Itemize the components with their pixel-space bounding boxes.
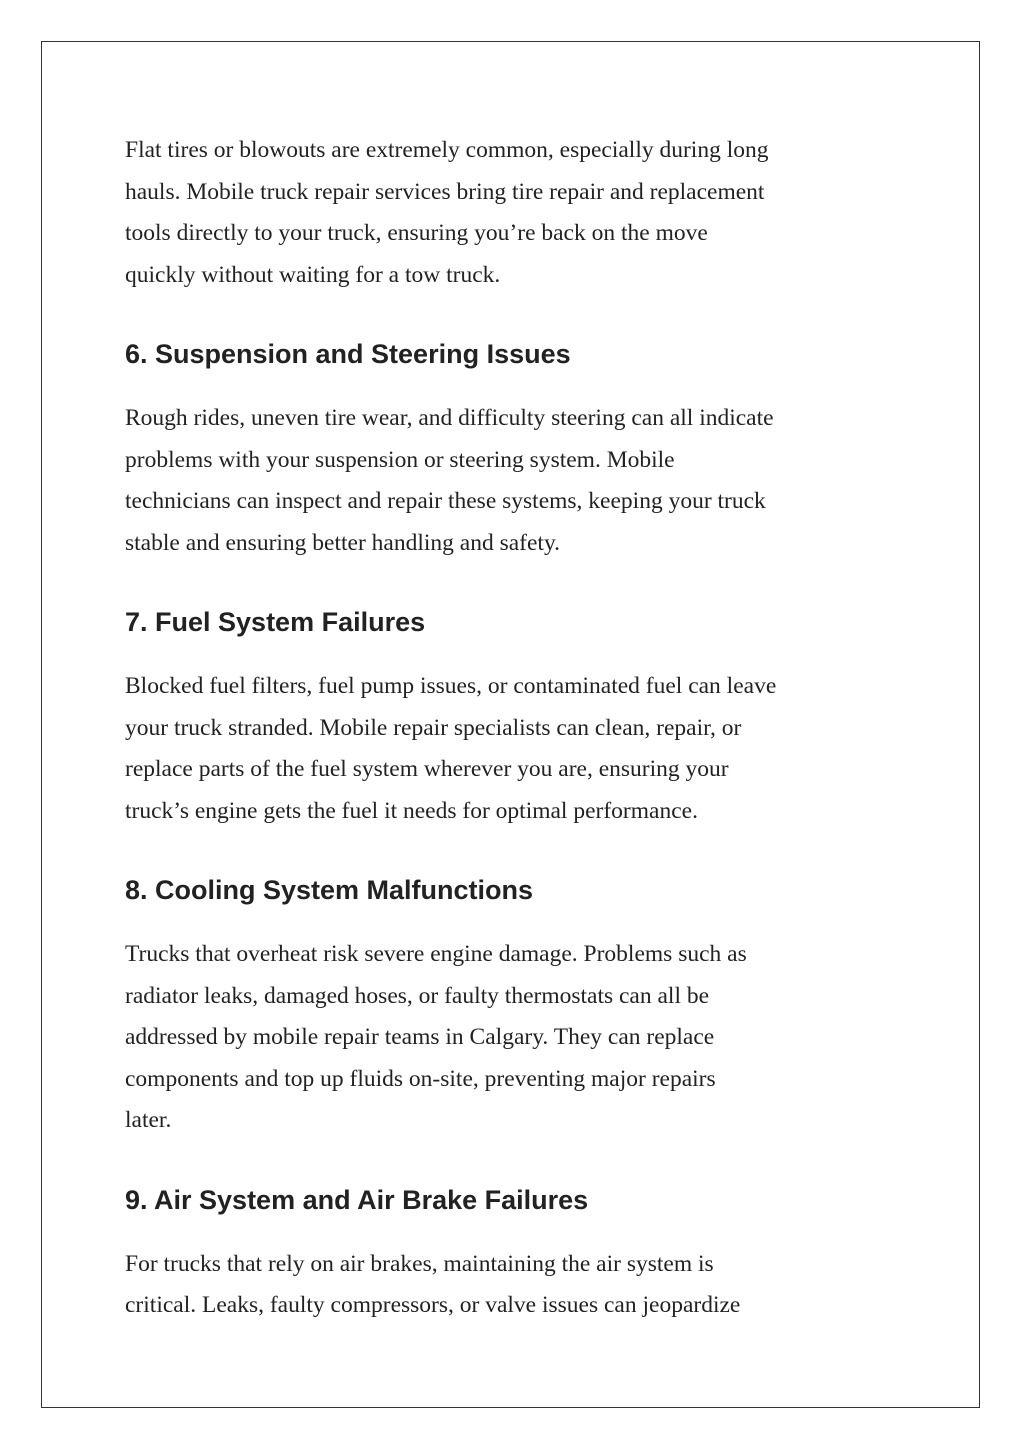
- section-body-cooling: Trucks that overheat risk severe engine damage. Problems such as radiator leaks, damaged hoses, or faulty thermostats can all be addressed by mobile repair teams in Calgary. They can replace components and top up fluids on-site, preventing major repairs later.: [125, 941, 747, 1133]
- intro-paragraph: Flat tires or blowouts are extremely common, especially during long hauls. Mobile truck repair services bring tire repair and replacement tools directly to your truck, ensuring you’re back on the move quickly without waiting for a tow truck.: [125, 137, 769, 288]
- section-body-suspension: Rough rides, uneven tire wear, and difficulty steering can all indicate problems with your suspension or steering system. Mobile technicians can inspect and repair these systems, keeping your truck stable and ensuring better handling and safety.: [125, 405, 774, 556]
- section-heading-cooling: 8. Cooling System Malfunctions: [125, 875, 534, 905]
- section-body-fuel: Blocked fuel filters, fuel pump issues, or contaminated fuel can leave your truck stranded. Mobile repair specialists can clean, repair, or replace parts of the fuel system wherever you are, ensuring your truck’s engine gets the fuel it needs for optimal performance.: [125, 673, 777, 824]
- section-heading-fuel: 7. Fuel System Failures: [125, 607, 426, 637]
- section-heading-air-system: 9. Air System and Air Brake Failures: [125, 1184, 589, 1215]
- document-content: [125, 130, 915, 1327]
- section-body-air-system: For trucks that rely on air brakes, maintaining the air system is critical. Leaks, faulty compressors, or valve issues can jeopardize: [125, 1250, 741, 1318]
- section-heading-suspension: 6. Suspension and Steering Issues: [125, 339, 571, 369]
- document-page: [41, 41, 980, 1408]
